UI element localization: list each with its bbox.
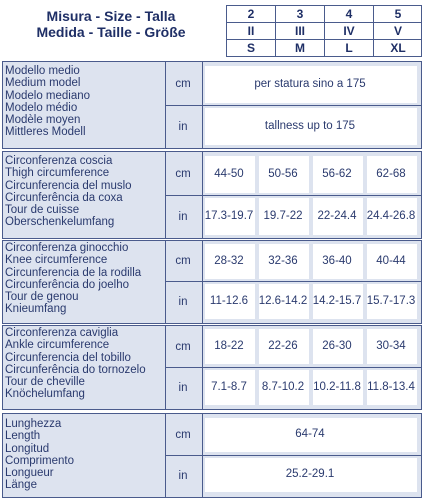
knee-name-it: Circonferenza ginocchio: [5, 242, 129, 254]
thigh-cm-l: 56-62: [322, 167, 352, 180]
thigh-name-fr: Tour de cuisse: [5, 204, 80, 217]
thigh-in-s: 17.3-19.7: [204, 209, 254, 222]
ankle-name-pt: Circunferência do tornozelo: [5, 363, 146, 376]
ankle-unit-in: in: [178, 382, 188, 394]
knee-cm-xl: 40-44: [376, 254, 406, 267]
ankle-cm-m: 22-26: [268, 339, 298, 352]
thigh-cm-s: 44-50: [214, 167, 244, 180]
model-value-cm: per statura sino a 175: [254, 77, 366, 90]
thigh-in-l: 22-24.4: [317, 209, 357, 222]
ankle-cm-xl: 30-34: [376, 339, 406, 352]
model-name-pt: Modelo médio: [5, 101, 78, 114]
thigh-cm-xl: 62-68: [376, 167, 406, 180]
knee-cm-s: 28-32: [214, 254, 244, 267]
model-value-in: tallness up to 175: [264, 119, 356, 132]
thigh-unit-in: in: [178, 210, 188, 223]
knee-names: [5, 242, 165, 316]
model-name-it: Modello medio: [5, 65, 80, 77]
ankle-cm-l: 26-30: [322, 339, 352, 352]
size-number-2: 3: [296, 7, 304, 21]
header-title-line1: Misura - Size - Talla: [46, 8, 176, 24]
ankle-in-xl: 11.8-13.4: [367, 380, 415, 393]
ankle-names: [5, 327, 165, 401]
thigh-names: [5, 155, 165, 229]
size-letter-3: L: [345, 40, 353, 55]
knee-name-pt: Circunferência do joelho: [5, 278, 130, 291]
thigh-name-pt: Circunferência da coxa: [5, 191, 123, 204]
thigh-unit-cm: cm: [175, 167, 191, 180]
length-name-de: Länge: [5, 479, 37, 492]
length-value-in: 25.2-29.1: [285, 468, 335, 480]
thigh-in-m: 19.7-22: [263, 209, 303, 222]
length-name-en: Length: [5, 430, 41, 443]
model-name-en: Medium model: [5, 77, 81, 90]
knee-cm-m: 32-36: [268, 254, 298, 267]
knee-name-es: Circunferencia de la rodilla: [5, 266, 142, 279]
thigh-name-it: Circonferenza coscia: [5, 155, 113, 167]
knee-name-de: Knieumfang: [5, 303, 67, 316]
thigh-name-es: Circunferencia del muslo: [5, 179, 132, 192]
ankle-name-en: Ankle circumference: [5, 339, 110, 352]
size-number-3: 4: [345, 7, 353, 21]
model-name-de: Mittleres Modell: [5, 126, 86, 139]
thigh-name-de: Oberschenkelumfang: [5, 216, 115, 229]
knee-name-fr: Tour de genou: [5, 291, 79, 304]
size-number-4: 5: [394, 7, 402, 21]
size-roman-1: II: [247, 23, 255, 38]
size-roman-2: III: [294, 23, 305, 38]
model-unit-cm: cm: [175, 77, 191, 90]
header-title-line2: Medida - Taille - Größe: [36, 24, 186, 40]
ankle-name-de: Knöchelumfang: [5, 388, 85, 401]
length-name-it: Lunghezza: [5, 418, 62, 430]
length-name-es: Longitud: [5, 442, 50, 455]
length-unit-in: in: [178, 470, 188, 482]
model-name-fr: Modèle moyen: [5, 114, 81, 127]
knee-unit-in: in: [178, 296, 188, 308]
ankle-name-es: Circunferencia del tobillo: [5, 351, 131, 364]
ankle-cm-s: 18-22: [214, 339, 244, 352]
size-roman-3: IV: [343, 23, 355, 38]
model-unit-in: in: [178, 120, 188, 133]
size-number-1: 2: [247, 7, 255, 21]
ankle-in-s: 7.1-8.7: [211, 380, 247, 393]
ankle-name-it: Circonferenza caviglia: [5, 327, 119, 339]
model-name-es: Modelo mediano: [5, 89, 91, 102]
length-value-cm: 64-74: [295, 428, 325, 440]
size-letter-2: M: [295, 40, 305, 55]
thigh-name-en: Thigh circumference: [5, 167, 110, 180]
knee-in-xl: 15.7-17.3: [366, 294, 416, 307]
model-names: [5, 65, 165, 139]
size-roman-4: V: [393, 23, 402, 38]
length-name-pt: Comprimento: [5, 454, 75, 467]
thigh-in-xl: 24.4-26.8: [366, 209, 416, 222]
knee-cm-l: 36-40: [322, 254, 352, 267]
size-letter-4: XL: [390, 40, 406, 55]
length-unit-cm: cm: [175, 428, 191, 441]
size-letter-1: S: [246, 40, 255, 55]
thigh-cm-m: 50-56: [268, 167, 298, 180]
ankle-name-fr: Tour de cheville: [5, 376, 85, 389]
ankle-in-m: 8.7-10.2: [261, 380, 305, 393]
knee-in-m: 12.6-14.2: [258, 294, 308, 307]
ankle-in-l: 10.2-11.8: [313, 380, 361, 393]
knee-in-s: 11-12.6: [209, 294, 249, 307]
knee-in-l: 14.2-15.7: [312, 294, 362, 307]
knee-name-en: Knee circumference: [5, 254, 108, 267]
knee-unit-cm: cm: [175, 255, 191, 267]
length-name-fr: Longueur: [5, 467, 54, 480]
ankle-unit-cm: cm: [175, 340, 191, 353]
length-names: [5, 418, 165, 492]
